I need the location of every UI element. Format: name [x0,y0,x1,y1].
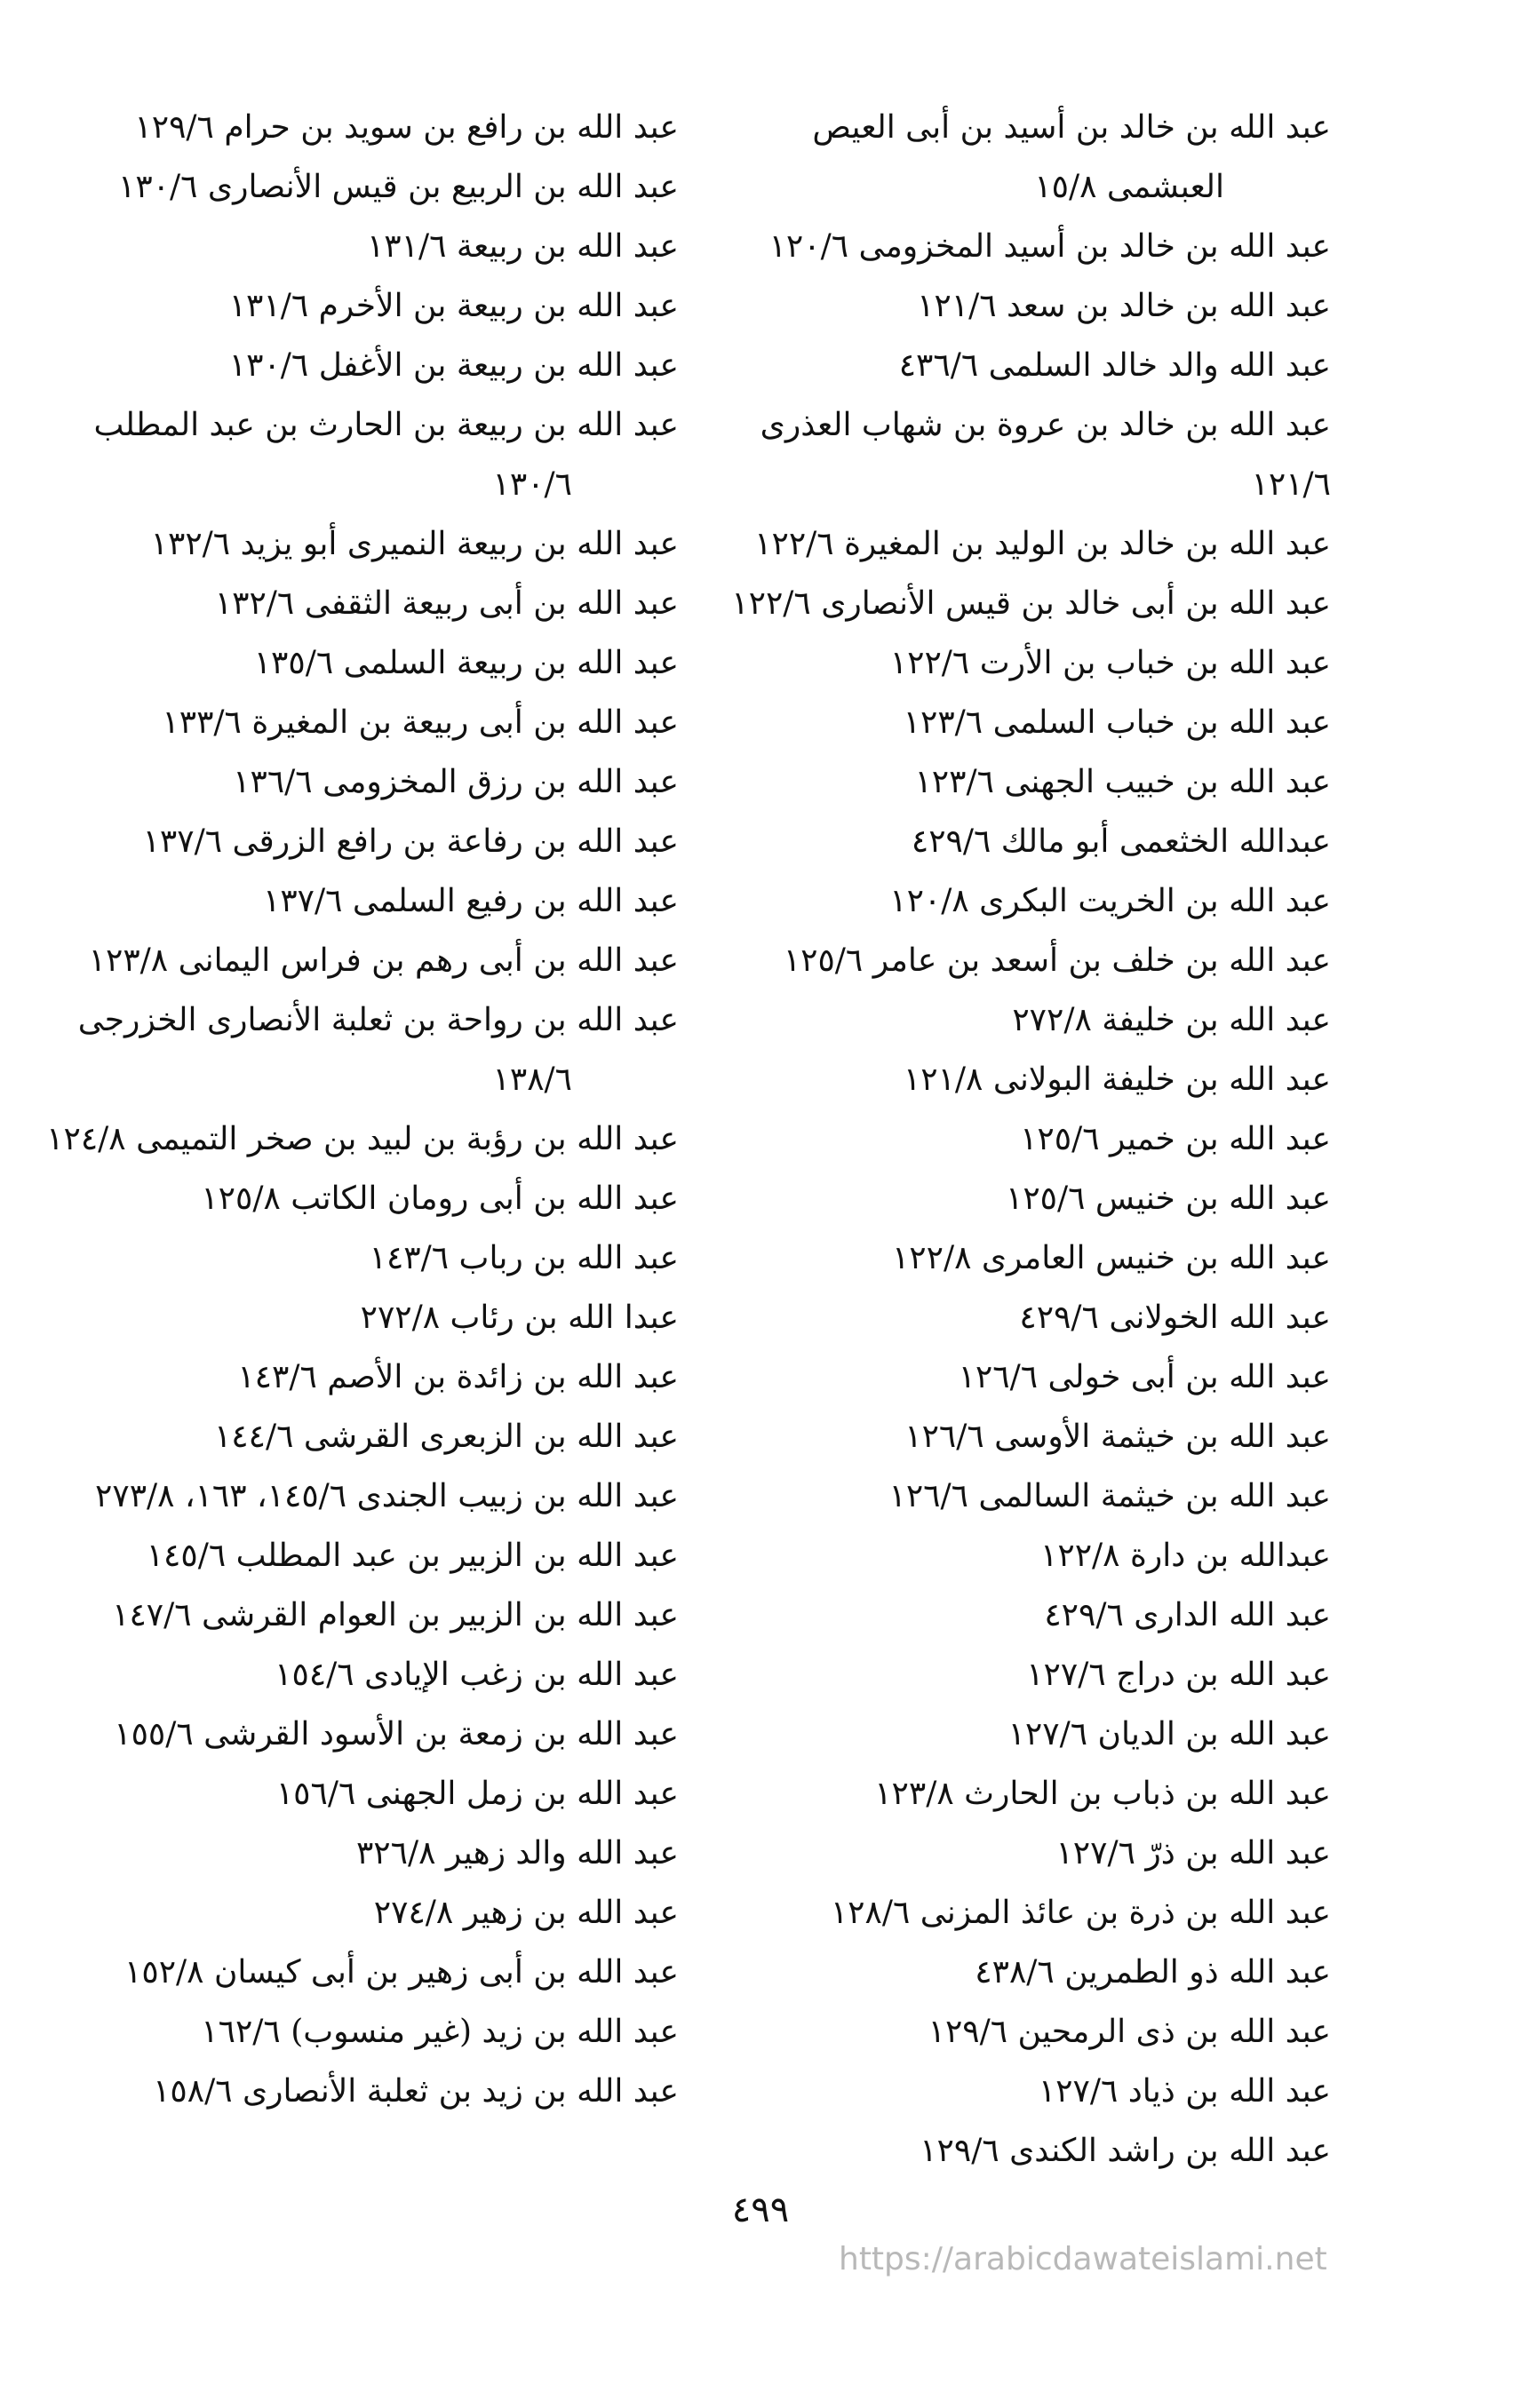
index-entry-text: عبد الله بن أبى خولى ١٢٦/٦ [958,1359,1331,1395]
index-entry [0,1526,679,1585]
index-entry [709,871,1331,931]
index-entry [0,693,679,752]
index-entry-text: عبد الله بن ذرة بن عائذ المزنى ١٢٨/٦ [830,1895,1331,1931]
index-entry [0,1705,679,1764]
index-entry [0,871,679,931]
index-entry-text: عبد الله بن أبى رومان الكاتب ١٢٥/٨ [201,1180,679,1217]
index-entry-text: عبد الله بن خليفة البولانى ١٢١/٨ [903,1061,1331,1098]
index-entry-text: عبد الله بن زبيب الجندى ١٤٥/٦، ١٦٣، ٢٧٣/٨ [95,1478,679,1514]
index-entry-text: عبد الله بن خليفة ٢٧٢/٨ [1012,1002,1331,1038]
index-entry-text: عبد الله بن ربيعة بن الأغفل ١٣٠/٦ [228,347,679,384]
index-entry [0,336,679,395]
watermark-url: https://arabicdawateislami.net [839,2241,1327,2277]
index-entry [709,812,1331,871]
index-entry-text: عبد الله بن ذباب بن الحارث ١٢٣/٨ [874,1776,1331,1812]
index-entry-text: عبد الله بن ربيعة السلمى ١٣٥/٦ [253,645,679,681]
index-entry-text: عبد الله بن رزق المخزومى ١٣٦/٦ [233,764,679,800]
index-entry-text: عبد الله بن خباب بن الأرت ١٢٢/٦ [889,645,1331,681]
index-entry-text: عبد الله بن دراج ١٢٧/٦ [1026,1657,1331,1693]
index-entry [709,2121,1331,2181]
index-entry-text: عبد الله بن أبى رهم بن فراس اليمانى ١٢٣/٨ [88,942,679,979]
index-entry [0,1347,679,1407]
index-entry-text: عبد الله بن زائدة بن الأصم ١٤٣/٦ [237,1359,679,1395]
index-entry-text: عبد الله بن أبى زهير بن أبى كيسان ١٥٢/٨ [124,1954,679,1991]
index-entry-text: عبد الله بن خبيب الجهنى ١٢٣/٦ [914,764,1331,800]
index-entry [0,1466,679,1526]
index-entry [0,514,679,574]
index-entry [709,1407,1331,1466]
index-entry [709,693,1331,752]
index-entry-text: عبد الله بن ذياد ١٢٧/٦ [1038,2073,1331,2110]
index-entry-text: عبد الله بن راشد الكندى ١٢٩/٦ [920,2133,1331,2169]
index-entry [709,752,1331,812]
index-entry-text: عبد الله بن أبى ربيعة بن المغيرة ١٣٣/٦ [162,704,679,741]
index-entry [0,812,679,871]
index-entry [709,1050,1331,1109]
index-entry-text: عبد الله بن خالد بن سعد ١٢١/٦ [917,288,1331,324]
index-entry [709,1526,1331,1585]
index-entry [0,1883,679,1943]
index-entry [709,395,1331,514]
index-entry [709,1288,1331,1347]
index-entry-text: عبد الله بن زيد (غير منسوب) ١٦٢/٦ [201,2014,679,2050]
index-entry [0,1288,679,1347]
page-number: ٤٩٩ [731,2189,790,2230]
index-entry-text: عبد الله بن الربيع بن قيس الأنصارى ١٣٠/٦ [117,169,679,205]
index-entry [709,1764,1331,1824]
index-entry-text: عبد الله بن خيثمة السالمى ١٢٦/٦ [888,1478,1331,1514]
index-entry [0,1228,679,1288]
index-entry [0,2062,679,2121]
index-entry [0,1943,679,2002]
index-entry-text: عبد الله بن خالد بن عروة بن شهاب العذرى ١٢١/٦ [760,407,1331,503]
index-entry-text: عبد الله بن رؤبة بن لبيد بن صخر التميمى ١٢٤/٨ [46,1121,679,1157]
index-entry [709,1943,1331,2002]
index-entry-text: عبد الله والد خالد السلمى ٤٣٦/٦ [898,347,1331,384]
index-entry-text: عبد الله بن خالد بن الوليد بن المغيرة ١٢٢/٦ [754,526,1331,562]
index-entry [709,574,1331,633]
index-entry-text: عبد الله بن خيثمة الأوسى ١٢٦/٦ [904,1419,1331,1455]
index-entry [0,276,679,336]
index-entry-text: عبد الله بن خنيس ١٢٥/٦ [1006,1180,1331,1217]
index-entry [709,336,1331,395]
index-column-left [0,98,679,2121]
index-entry-text: عبد الله بن زمعة بن الأسود القرشى ١٥٥/٦ [114,1716,679,1752]
index-entry-text: عبد الله بن الزبير بن عبد المطلب ١٤٥/٦ [146,1538,679,1574]
index-entry [0,1824,679,1883]
index-entry [0,1645,679,1705]
index-entry [0,633,679,693]
index-entry-text: عبد الله الدارى ٤٢٩/٦ [1044,1597,1331,1633]
index-entry [0,931,679,990]
index-entry-text: عبد الله بن ربيعة ١٣١/٦ [366,228,679,265]
index-entry [709,98,1331,217]
index-entry-text: عبد الله بن ربيعة بن الأخرم ١٣١/٦ [228,288,679,324]
index-entry [709,1169,1331,1228]
index-entry [0,1764,679,1824]
index-entry-text: عبد الله بن رفاعة بن رافع الزرقى ١٣٧/٦ [142,823,679,860]
index-entry-text: عبد الله بن ذرّ ١٢٧/٦ [1055,1835,1331,1872]
index-entry-text: عبد الله والد زهير ٣٢٦/٨ [355,1835,679,1872]
index-entry [709,1347,1331,1407]
index-entry-text: عبد الله بن أبى خالد بن قيس الأنصارى ١٢٢/٦ [731,585,1331,622]
index-entry [709,217,1331,276]
index-column-right [709,98,1331,2181]
index-entry [0,2002,679,2062]
index-entry [0,157,679,217]
index-entry [709,1109,1331,1169]
index-entry [709,633,1331,693]
index-entry-text: عبد الله بن ربيعة بن الحارث بن عبد المطلب [93,407,679,443]
index-entry-text: عبد الله ذو الطمرين ٤٣٨/٦ [975,1954,1331,1991]
index-entry-text: عبد الله بن زهير ٢٧٤/٨ [373,1895,679,1931]
index-entry [709,2062,1331,2121]
index-entry [0,1585,679,1645]
index-entry-text: عبد الله الخولانى ٤٢٩/٦ [1019,1299,1331,1336]
index-entry-text: عبد الله بن زغب الإيادى ١٥٤/٦ [275,1657,679,1693]
index-entry [709,1466,1331,1526]
index-entry [709,990,1331,1050]
index-entry-text: عبد الله بن رافع بن سويد بن حرام ١٢٩/٦ [134,109,679,146]
index-entry-text: عبد الله بن خالد بن أسيد المخزومى ١٢٠/٦ [768,228,1331,265]
index-entry-text: عبد الله بن الخريت البكرى ١٢٠/٨ [889,883,1331,919]
index-entry-text: عبد الله بن الديان ١٢٧/٦ [1007,1716,1331,1752]
index-entry-text: عبد الله بن زيد بن ثعلبة الأنصارى ١٥٨/٦ [153,2073,679,2110]
index-entry-text: عبد الله بن أبى ربيعة الثقفى ١٣٢/٦ [214,585,679,622]
index-entry-text: عبد الله بن خلف بن أسعد بن عامر ١٢٥/٦ [783,942,1331,979]
index-entry-text: عبد الله بن خمير ١٢٥/٦ [1020,1121,1331,1157]
index-entry [709,2002,1331,2062]
index-entry [0,752,679,812]
index-entry [0,98,679,157]
index-entry [0,1169,679,1228]
index-entry [709,1824,1331,1883]
index-entry-text: عبد الله بن رواحة بن ثعلبة الأنصارى الخزرجى [77,1002,679,1038]
index-entry-text: عبد الله بن خالد بن أسيد بن أبى العيص [812,109,1331,146]
index-entry-text: عبد الله بن الزبعرى القرشى ١٤٤/٦ [213,1419,679,1455]
index-entry [709,276,1331,336]
index-entry [709,1645,1331,1705]
index-entry [709,1705,1331,1764]
index-entry-text: عبد الله بن زمل الجهنى ١٥٦/٦ [275,1776,679,1812]
index-entry [0,217,679,276]
index-entry [709,514,1331,574]
index-entry-text: عبد الله بن ذى الرمحين ١٢٩/٦ [928,2014,1331,2050]
index-entry [0,574,679,633]
index-entry-text: عبدالله بن دارة ١٢٢/٨ [1040,1538,1331,1574]
index-entry [0,395,679,514]
index-entry-text: عبد الله بن رباب ١٤٣/٦ [369,1240,679,1276]
index-entry-text: عبد الله بن ربيعة النميرى أبو يزيد ١٣٢/٦ [150,526,679,562]
index-entry [709,1883,1331,1943]
index-entry-text: عبدا الله بن رئاب ٢٧٢/٨ [360,1299,679,1336]
index-entry [0,1407,679,1466]
index-entry-text: عبد الله بن خباب السلمى ١٢٣/٦ [903,704,1331,741]
index-entry-text: عبدالله الخثعمى أبو مالك ٤٢٩/٦ [911,823,1331,860]
index-entry-text: عبد الله بن الزبير بن العوام القرشى ١٤٧/٦ [112,1597,679,1633]
index-entry-continuation: ١٣٨/٦ [492,1061,572,1098]
index-entry [709,1228,1331,1288]
index-entry-continuation: العبشمى ١٥/٨ [1034,169,1224,205]
index-entry [0,1109,679,1169]
index-entry [709,931,1331,990]
index-entry [709,1585,1331,1645]
index-entry-text: عبد الله بن خنيس العامرى ١٢٢/٨ [891,1240,1331,1276]
index-entry-text: عبد الله بن رفيع السلمى ١٣٧/٦ [263,883,679,919]
index-entry-continuation: ١٣٠/٦ [492,466,572,503]
index-entry [0,990,679,1109]
